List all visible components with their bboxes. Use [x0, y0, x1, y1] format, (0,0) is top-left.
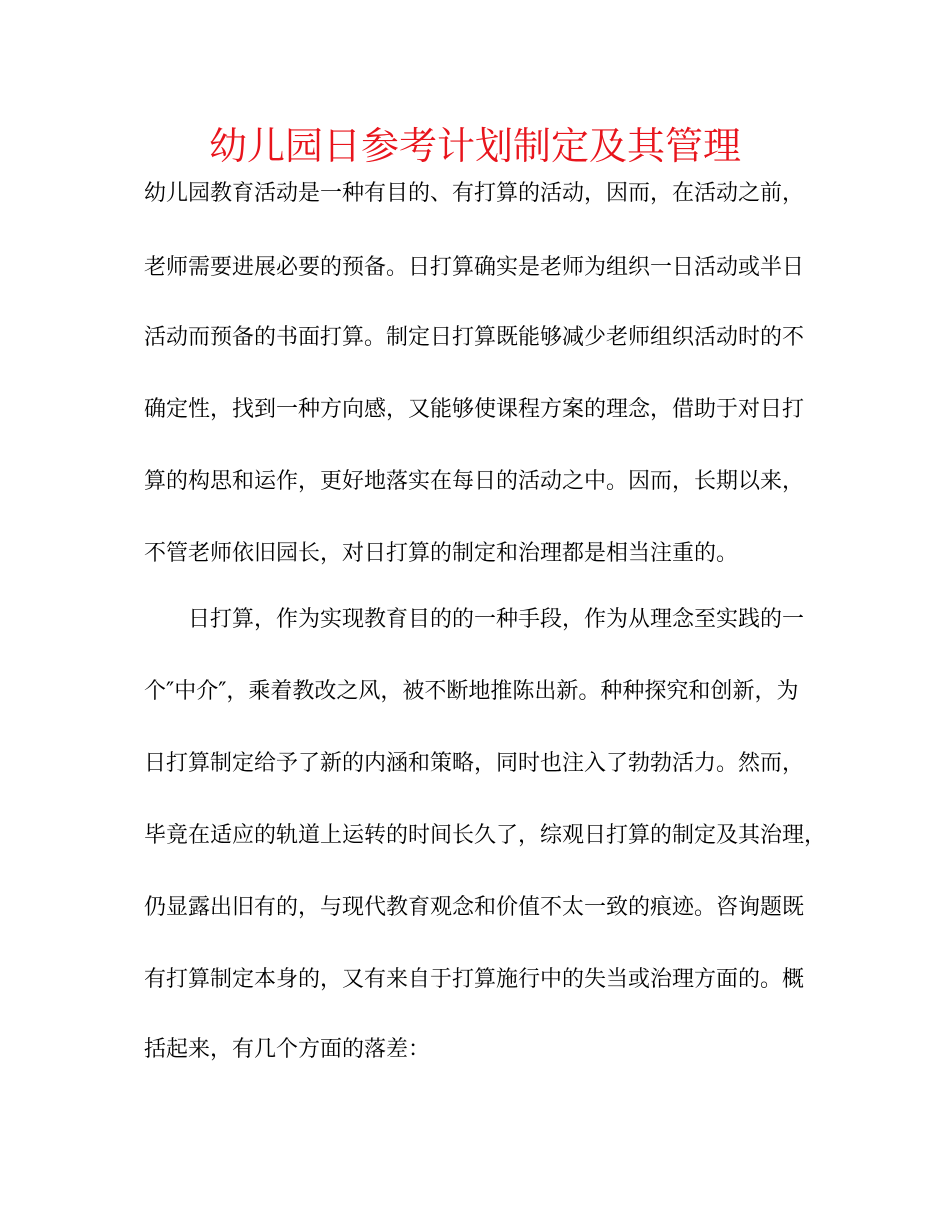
paragraph-line-13: 括起来，有几个方面的落差：	[144, 1037, 431, 1062]
page-title: 幼儿园日参考计划制定及其管理	[208, 124, 741, 168]
paragraph-line-4: 确定性，找到一种方向感，又能够使课程方案的理念，借助于对日打	[144, 397, 805, 422]
paragraph-line-11: 仍显露出旧有的，与现代教育观念和价值不太一致的痕迹。咨询题既	[144, 895, 805, 920]
paragraph-line-7: 日打算，作为实现教育目的的一种手段，作为从理念至实践的一	[188, 607, 805, 632]
paragraph-line-3: 活动而预备的书面打算。制定日打算既能够减少老师组织活动时的不	[144, 325, 805, 350]
paragraph-line-10: 毕竟在适应的轨道上运转的时间长久了，综观日打算的制定及其治理，	[144, 823, 827, 848]
paragraph-line-2: 老师需要进展必要的预备。日打算确实是老师为组织一日活动或半日	[144, 255, 805, 280]
paragraph-line-1: 幼儿园教育活动是一种有目的、有打算的活动，因而，在活动之前，	[144, 181, 805, 206]
paragraph-line-6: 不管老师依旧园长，对日打算的制定和治理都是相当注重的。	[144, 541, 739, 566]
paragraph-line-8: 个″中介″，乘着教改之风，被不断地推陈出新。种种探究和创新，为	[144, 679, 799, 704]
paragraph-line-12: 有打算制定本身的，又有来自于打算施行中的失当或治理方面的。概	[144, 967, 805, 992]
paragraph-line-9: 日打算制定给予了新的内涵和策略，同时也注入了勃勃活力。然而，	[144, 751, 805, 776]
paragraph-line-5: 算的构思和运作，更好地落实在每日的活动之中。因而，长期以来，	[144, 469, 805, 494]
